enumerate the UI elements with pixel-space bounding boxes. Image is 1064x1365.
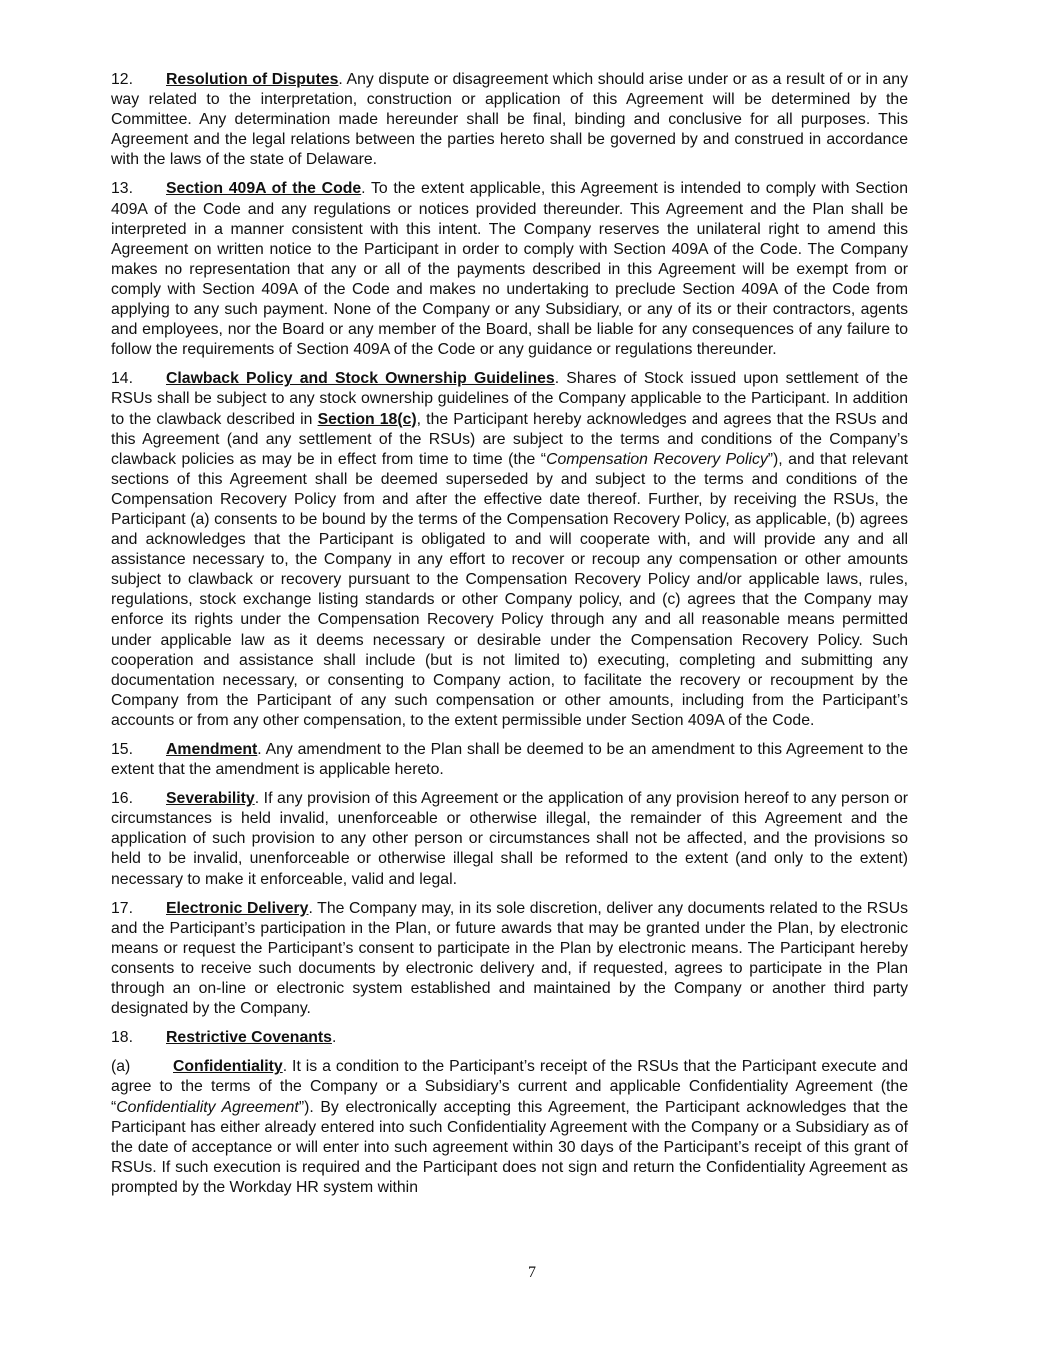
subsection-heading: Confidentiality (173, 1058, 283, 1076)
section-body: , the Participant hereby acknowledges and agrees that the RSUs and this Agreement (and any settlement of the RSUs) are subject to the terms and conditions of the Company’s clawback policies as may be in effect from time to time (the “ (111, 410, 908, 468)
section-body: . Any dispute or disagreement which should arise under or as a result of or in any way related to the interpretation, construction or application of this Agreement will be determined by the Committee. Any determination made hereunder shall be final, binding and conclusive for all purposes. This Agreement and the legal relations between the parties hereto shall be governed by and construed in accordance with the laws of the state of Delaware. (111, 71, 908, 169)
section-number: 15. (111, 741, 133, 758)
document-page (111, 70, 908, 1207)
section-heading: Electronic Delivery (166, 899, 309, 917)
cross-reference: Section 18(c) (317, 410, 417, 428)
section-13 (111, 179, 908, 360)
section-heading: Resolution of Disputes (166, 71, 339, 88)
section-body: . The Company may, in its sole discretion, deliver any documents related to the RSUs and the Participant’s participation in the Plan, or future awards that may be granted under the Plan, by electronic means or request the Participant’s consent to participate in the Plan by electronic means. The Participant hereby consents to receive such documents by electronic delivery and, if requested, agrees to participate in the Plan through an on-line or electronic system established and maintained by the Company or another third party designated by the Company. (111, 899, 908, 1018)
section-heading: Amendment (166, 741, 258, 758)
section-body: . Shares of Stock issued upon settlement of the RSUs shall be subject to any stock ownership guidelines of the Company applicable to the Participant. In addition to the clawback described in (111, 370, 908, 428)
section-body: ”), and that relevant sections of this Agreement shall be deemed superseded by and subject to the terms and conditions of the Compensation Recovery Policy from and after the effective date thereof. Further, by receiving the RSUs, the Participant (a) consents to be bound by the terms of the Compensation Recovery Policy, as applicable, (b) agrees and acknowledges that the Participant is obligated to and will cooperate with, and will provide any and all assistance necessary to, the Company in any effort to recover or recoup any compensation or other amounts subject to clawback or recovery pursuant to the Compensation Recovery Policy and/or applicable laws, rules, regulations, stock exchange listing standards or other Company policy, and (c) agrees that the Company may enforce its rights under the Compensation Recovery Policy through any and all reasonable means permitted under applicable law as it deems necessary or desirable under the Compensation Recovery Policy. Such cooperation and assistance shall include (but is not limited to) executing, completing and submitting any documentation necessary, or consenting to Company action, to facilitate the recovery or recoupment by the Company from the Participant of any such compensation or other amounts, including from the Participant’s accounts or from any other compensation, to the extent permissible under Section 409A of the Code. (111, 450, 909, 729)
section-14 (111, 369, 908, 731)
section-body: . Any amendment to the Plan shall be deemed to be an amendment to this Agreement to the extent that the amendment is applicable hereto. (111, 741, 908, 779)
section-body: . (331, 1029, 337, 1047)
page-number: 7 (528, 1264, 536, 1281)
section-number: 13. (111, 180, 133, 198)
section-number: 17. (111, 899, 133, 917)
section-number: 12. (111, 71, 133, 88)
subsection-number: (a) (111, 1058, 131, 1076)
defined-term: Compensation Recovery Policy (546, 450, 768, 468)
section-body: . To the extent applicable, this Agreement is intended to comply with Section 409A of the Code and any regulations or notices provided thereunder. This Agreement and the Plan shall be interpreted in a manner consistent with this intent. The Company reserves the unilateral right to amend this Agreement on written notice to the Participant in order to comply with Section 409A of the Code. The Company makes no representation that any or all of the payments described in this Agreement will be exempt from or comply with Section 409A of the Code and makes no undertaking to preclude Section 409A of the Code from applying to any such payment. None of the Company or any Subsidiary, or any of its or their contractors, agents and employees, nor the Board or any member of the Board, shall be liable for any consequences of any failure to follow the requirements of Section 409A of the Code or any guidance or regulations thereunder. (111, 180, 908, 359)
section-number: 14. (111, 370, 133, 388)
section-body: ”). By electronically accepting this Agreement, the Participant acknowledges that the Participant has either already entered into such Confidentiality Agreement with the Company or a Subsidiary as of the date of acceptance or will enter into such agreement within 30 days of the Participant’s receipt of this grant of RSUs. If such execution is required and the Participant does not sign and return the Confidentiality Agreement as prompted by the Workday HR system within (111, 1098, 908, 1196)
defined-term: Confidentiality Agreement (116, 1098, 299, 1116)
section-16 (111, 789, 908, 889)
section-heading: Section 409A of the Code (166, 180, 362, 198)
section-body: . If any provision of this Agreement or the application of any provision hereof to any person or circumstances is held invalid, unenforceable or otherwise illegal, the remainder of this Agreement and the application of such provision to any other person or circumstances shall not be affected, and the provisions so held to be invalid, unenforceable or otherwise illegal shall be reformed to the extent (and only to the extent) necessary to make it enforceable, valid and legal. (111, 790, 908, 888)
section-heading: Severability (166, 790, 255, 808)
section-18a (111, 1057, 908, 1198)
section-number: 18. (111, 1029, 133, 1047)
section-18 (111, 1028, 908, 1048)
section-number: 16. (111, 790, 133, 808)
section-heading: Restrictive Covenants (166, 1029, 332, 1047)
section-15 (111, 740, 908, 780)
section-17 (111, 899, 908, 1020)
section-heading: Clawback Policy and Stock Ownership Guidelines (166, 370, 555, 388)
section-body: . It is a condition to the Participant’s receipt of the RSUs that the Participant execute and agree to the terms of the Company or a Subsidiary’s current and applicable Confidentiality Agreement (the “ (111, 1058, 908, 1116)
section-12 (111, 70, 908, 170)
